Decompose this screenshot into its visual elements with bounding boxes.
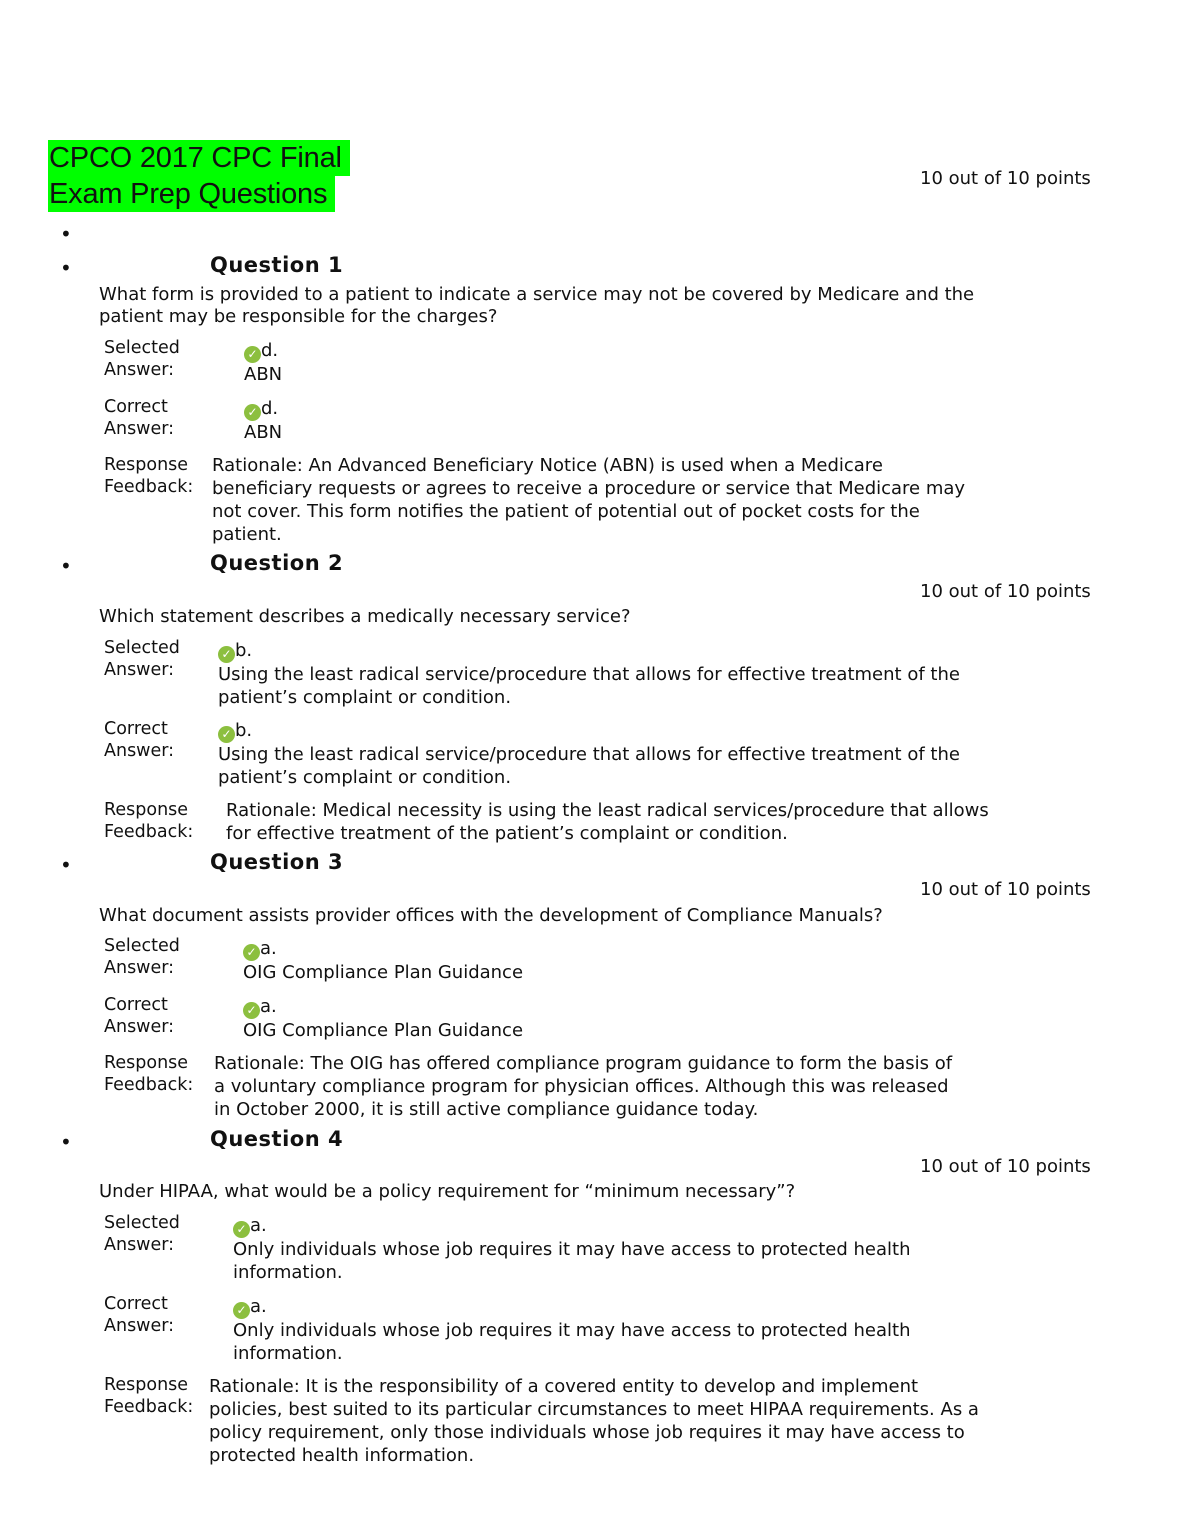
question-1-correct-answer <box>244 397 944 444</box>
question-2-text: Which statement describes a medically necessary service? <box>99 606 631 627</box>
question-4-heading: Question 4 <box>210 1127 344 1151</box>
question-3-text: What document assists provider offices with the development of Compliance Manuals? <box>99 905 883 926</box>
response-feedback-label <box>104 799 209 843</box>
check-circle-icon: ✓ <box>218 726 235 743</box>
page-title-line-1: CPCO 2017 CPC Final <box>48 140 350 176</box>
response-feedback-label <box>104 454 209 498</box>
label-line: Feedback: <box>104 477 194 497</box>
answer-text: OIG Compliance Plan Guidance <box>243 962 524 983</box>
answer-letter: a. <box>250 1296 267 1317</box>
label-line: Response <box>104 1053 189 1073</box>
question-2-selected-answer <box>218 639 988 709</box>
check-circle-icon: ✓ <box>243 1002 260 1019</box>
page-title <box>48 140 350 212</box>
label-line: Answer: <box>104 360 175 380</box>
check-circle-icon: ✓ <box>233 1302 250 1319</box>
correct-answer-label <box>104 1293 209 1337</box>
label-line: Selected <box>104 638 180 658</box>
label-line: Answer: <box>104 741 175 761</box>
answer-letter: d. <box>261 398 279 419</box>
question-4-points: 10 out of 10 points <box>920 1156 1091 1177</box>
answer-text: Using the least radical service/procedure that allows for effective treatment of the patient’s complaint or condition. <box>218 744 960 788</box>
check-circle-icon: ✓ <box>233 1221 250 1238</box>
question-4-correct-answer <box>233 1295 973 1365</box>
label-line: Correct <box>104 995 168 1015</box>
check-circle-icon: ✓ <box>243 944 260 961</box>
answer-text: ABN <box>244 364 283 385</box>
label-line: Selected <box>104 936 180 956</box>
question-4-text: Under HIPAA, what would be a policy requirement for “minimum necessary”? <box>99 1181 796 1202</box>
label-line: Selected <box>104 338 180 358</box>
check-circle-icon: ✓ <box>244 404 261 421</box>
label-line: Correct <box>104 1294 168 1314</box>
bullet-icon: • <box>60 554 72 578</box>
answer-text: Only individuals whose job requires it may have access to protected health information. <box>233 1239 911 1283</box>
question-4-feedback: Rationale: It is the responsibility of a covered entity to develop and implement policies, best suited to its particular circumstances to meet HIPAA requirements. As a policy requirement, only those individuals whose job requires it may have access to protected health information. <box>209 1376 979 1466</box>
question-3-heading: Question 3 <box>210 850 344 874</box>
correct-answer-label <box>104 396 209 440</box>
label-line: Feedback: <box>104 822 194 842</box>
check-circle-icon: ✓ <box>218 646 235 663</box>
label-line: Response <box>104 455 189 475</box>
answer-text: Only individuals whose job requires it may have access to protected health information. <box>233 1320 911 1364</box>
question-3-selected-answer <box>243 937 943 984</box>
selected-answer-label <box>104 637 209 681</box>
answer-letter: d. <box>261 340 279 361</box>
page-title-line-2: Exam Prep Questions <box>48 176 335 212</box>
question-3-correct-answer <box>243 995 943 1042</box>
answer-letter: b. <box>235 640 253 661</box>
question-1-points: 10 out of 10 points <box>920 168 1091 189</box>
check-circle-icon: ✓ <box>244 346 261 363</box>
label-line: Response <box>104 1375 189 1395</box>
label-line: Answer: <box>104 419 175 439</box>
response-feedback-label <box>104 1052 209 1096</box>
question-3-feedback: Rationale: The OIG has offered compliance program guidance to form the basis of a voluntary compliance program for physician offices. Although this was released in October 2000, it is still active compliance guidance today. <box>214 1053 953 1120</box>
label-line: Correct <box>104 719 168 739</box>
bullet-icon: • <box>60 1130 72 1154</box>
question-1-selected-answer <box>244 339 944 386</box>
answer-text: ABN <box>244 422 283 443</box>
bullet-icon: • <box>60 853 72 877</box>
question-2-heading: Question 2 <box>210 551 344 575</box>
label-line: Answer: <box>104 958 175 978</box>
question-3-points: 10 out of 10 points <box>920 879 1091 900</box>
selected-answer-label <box>104 1212 209 1256</box>
answer-text: OIG Compliance Plan Guidance <box>243 1020 524 1041</box>
selected-answer-label <box>104 935 209 979</box>
question-1-heading: Question 1 <box>210 253 344 277</box>
label-line: Selected <box>104 1213 180 1233</box>
bullet-icon: • <box>60 256 72 280</box>
label-line: Correct <box>104 397 168 417</box>
label-line: Answer: <box>104 660 175 680</box>
selected-answer-label <box>104 337 209 381</box>
answer-letter: b. <box>235 720 253 741</box>
answer-letter: a. <box>260 938 277 959</box>
question-4-selected-answer <box>233 1214 973 1284</box>
question-2-points: 10 out of 10 points <box>920 581 1091 602</box>
question-1-text: What form is provided to a patient to indicate a service may not be covered by Medicare and the patient may be responsible for the charges? <box>99 284 975 327</box>
label-line: Feedback: <box>104 1075 194 1095</box>
label-line: Feedback: <box>104 1397 194 1417</box>
correct-answer-label <box>104 994 209 1038</box>
label-line: Response <box>104 800 189 820</box>
answer-text: Using the least radical service/procedure that allows for effective treatment of the patient’s complaint or condition. <box>218 664 960 708</box>
question-2-feedback: Rationale: Medical necessity is using the least radical services/procedure that allows for effective treatment of the patient’s complaint or condition. <box>226 800 989 844</box>
label-line: Answer: <box>104 1316 175 1336</box>
answer-letter: a. <box>250 1215 267 1236</box>
question-2-correct-answer <box>218 719 988 789</box>
question-1-feedback: Rationale: An Advanced Beneficiary Notice (ABN) is used when a Medicare beneficiary requests or agrees to receive a procedure or service that Medicare may not cover. This form notifies the patient of potential out of pocket costs for the patient. <box>212 455 966 545</box>
bullet-icon: • <box>60 222 72 246</box>
answer-letter: a. <box>260 996 277 1017</box>
label-line: Answer: <box>104 1235 175 1255</box>
correct-answer-label <box>104 718 209 762</box>
label-line: Answer: <box>104 1017 175 1037</box>
response-feedback-label <box>104 1374 209 1418</box>
